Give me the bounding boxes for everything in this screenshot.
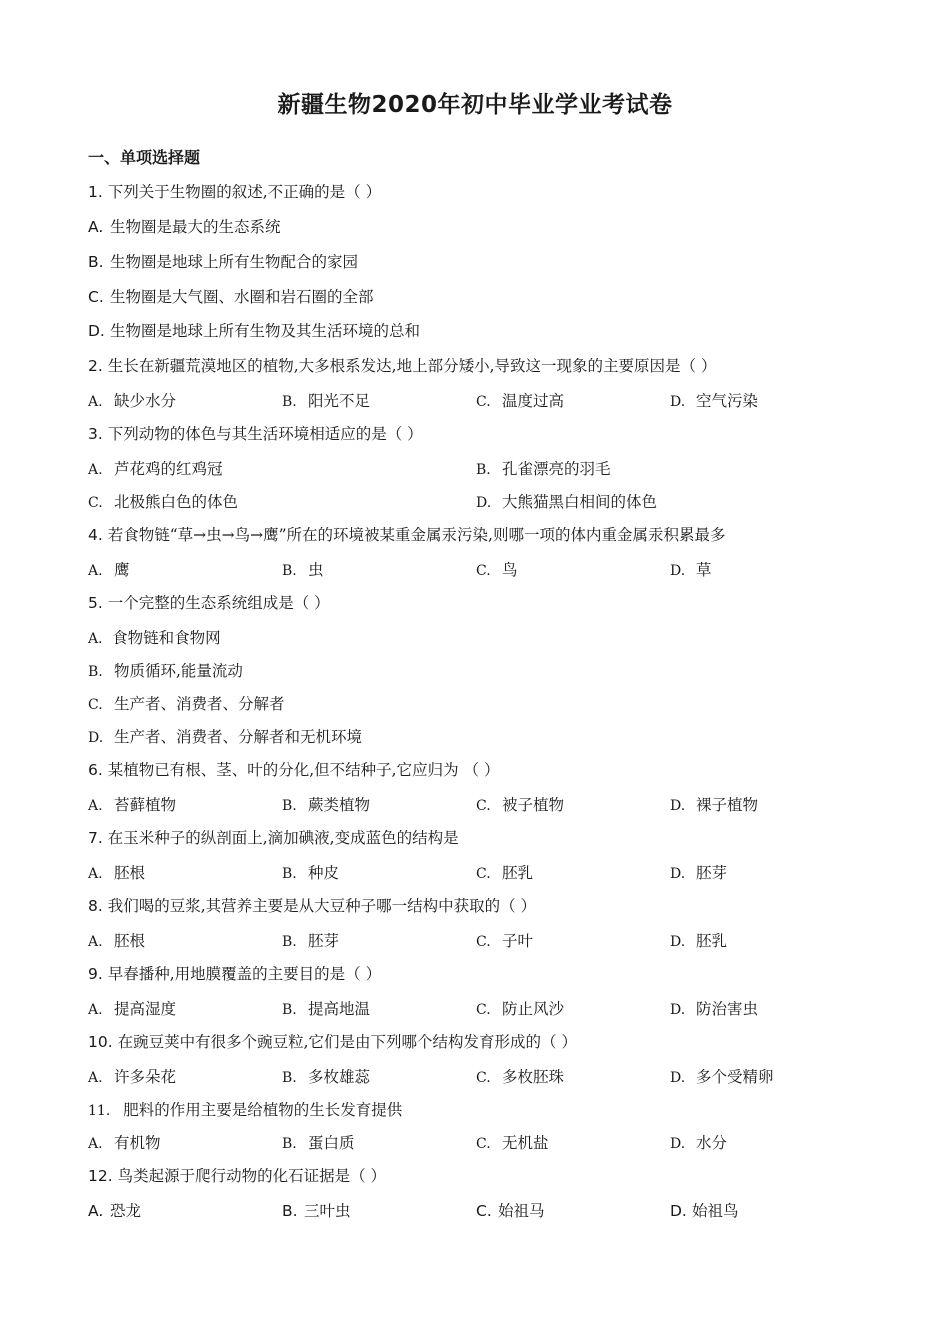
question-2-stem bbox=[88, 354, 716, 376]
option-11d: D. 水分 bbox=[670, 1134, 728, 1152]
question-number: 12. bbox=[88, 1167, 113, 1185]
question-text: 在玉米种子的纵剖面上,滴加碘液,变成蓝色的结构是 bbox=[107, 829, 459, 847]
question-4-stem bbox=[88, 523, 725, 545]
question-10-stem bbox=[88, 1030, 577, 1052]
question-text: 生长在新疆荒漠地区的植物,大多根系发达,地上部分矮小,导致这一现象的主要原因是（ ） bbox=[107, 357, 717, 375]
question-text: 在豌豆荚中有很多个豌豆粒,它们是由下列哪个结构发育形成的（ ） bbox=[117, 1033, 577, 1051]
question-text: 下列动物的体色与其生活环境相适应的是（ ） bbox=[107, 425, 423, 443]
question-text: 我们喝的豆浆,其营养主要是从大豆种子哪一结构中获取的（ ） bbox=[107, 897, 537, 915]
question-text: 若食物链“草→虫→鸟→鹰”所在的环境被某重金属汞污染,则哪一项的体内重金属汞积累最多 bbox=[107, 526, 726, 544]
option-7a: A. 胚根 bbox=[88, 864, 146, 882]
question-12-stem bbox=[88, 1164, 386, 1186]
option-3b: B. 孔雀漂亮的羽毛 bbox=[476, 460, 611, 478]
option-10b: B. 多枚雄蕊 bbox=[282, 1068, 371, 1086]
option-9b: B. 提高地温 bbox=[282, 1000, 371, 1018]
option-1b: B. 生物圈是地球上所有生物配合的家园 bbox=[88, 253, 359, 271]
option-11b: B. 蛋白质 bbox=[282, 1134, 355, 1152]
question-1-stem bbox=[88, 180, 381, 202]
option-10d: D. 多个受精卵 bbox=[670, 1068, 774, 1086]
option-12c: C. 始祖马 bbox=[476, 1202, 545, 1220]
option-4d: D. 草 bbox=[670, 561, 712, 579]
option-1c: C. 生物圈是大气圈、水圈和岩石圈的全部 bbox=[88, 288, 374, 306]
option-6c: C. 被子植物 bbox=[476, 796, 565, 814]
option-8c: C. 子叶 bbox=[476, 932, 534, 950]
question-text: 肥料的作用主要是给植物的生长发育提供 bbox=[123, 1101, 403, 1119]
option-3c: C. 北极熊白色的体色 bbox=[88, 493, 239, 511]
option-3a: A. 芦花鸡的红鸡冠 bbox=[88, 460, 223, 478]
option-2c: C. 温度过高 bbox=[476, 392, 565, 410]
question-number: 9. bbox=[88, 965, 103, 983]
question-5-stem bbox=[88, 591, 330, 613]
option-7d: D. 胚芽 bbox=[670, 864, 728, 882]
option-10c: C. 多枚胚珠 bbox=[476, 1068, 565, 1086]
question-11-stem bbox=[88, 1098, 402, 1120]
option-12a: A. 恐龙 bbox=[88, 1202, 142, 1220]
question-text: 鸟类起源于爬行动物的化石证据是（ ） bbox=[117, 1167, 387, 1185]
question-number: 10. bbox=[88, 1033, 113, 1051]
question-8-stem bbox=[88, 894, 536, 916]
question-9-stem bbox=[88, 962, 381, 984]
question-number: 8. bbox=[88, 897, 103, 915]
question-number: 1. bbox=[88, 183, 103, 201]
option-4c: C. 鸟 bbox=[476, 561, 518, 579]
option-11a: A. 有机物 bbox=[88, 1134, 161, 1152]
question-text: 一个完整的生态系统组成是（ ） bbox=[107, 594, 330, 612]
question-text: 某植物已有根、茎、叶的分化,但不结种子,它应归为 （ ） bbox=[107, 761, 500, 779]
option-2d: D. 空气污染 bbox=[670, 392, 759, 410]
question-number: 5. bbox=[88, 594, 103, 612]
option-2a: A. 缺少水分 bbox=[88, 392, 177, 410]
question-number: 4. bbox=[88, 526, 103, 544]
question-7-stem bbox=[88, 826, 459, 848]
option-9c: C. 防止风沙 bbox=[476, 1000, 565, 1018]
question-number: 2. bbox=[88, 357, 103, 375]
option-5a: A．食物链和食物网 bbox=[88, 629, 221, 647]
option-9d: D. 防治害虫 bbox=[670, 1000, 759, 1018]
option-5c: C. 生产者、消费者、分解者 bbox=[88, 695, 285, 713]
question-number: 6. bbox=[88, 761, 103, 779]
option-3d: D. 大熊猫黑白相间的体色 bbox=[476, 493, 658, 511]
option-4a: A. 鹰 bbox=[88, 561, 130, 579]
question-number: 11. bbox=[88, 1103, 111, 1119]
option-4b: B. 虫 bbox=[282, 561, 324, 579]
option-11c: C. 无机盐 bbox=[476, 1134, 549, 1152]
option-1d: D. 生物圈是地球上所有生物及其生活环境的总和 bbox=[88, 322, 421, 340]
question-text: 早春播种,用地膜覆盖的主要目的是（ ） bbox=[107, 965, 382, 983]
option-7b: B. 种皮 bbox=[282, 864, 340, 882]
option-6b: B. 蕨类植物 bbox=[282, 796, 371, 814]
option-5d: D. 生产者、消费者、分解者和无机环境 bbox=[88, 728, 363, 746]
option-12d: D. 始祖鸟 bbox=[670, 1202, 739, 1220]
option-5b: B. 物质循环,能量流动 bbox=[88, 662, 243, 680]
question-number: 3. bbox=[88, 425, 103, 443]
section-heading: 一、单项选择题 bbox=[88, 148, 201, 167]
option-1a: A. 生物圈是最大的生态系统 bbox=[88, 218, 281, 236]
option-8a: A. 胚根 bbox=[88, 932, 146, 950]
option-2b: B. 阳光不足 bbox=[282, 392, 371, 410]
option-8b: B. 胚芽 bbox=[282, 932, 340, 950]
option-6d: D. 裸子植物 bbox=[670, 796, 759, 814]
question-3-stem bbox=[88, 422, 423, 444]
question-6-stem bbox=[88, 758, 499, 780]
question-text: 下列关于生物圈的叙述,不正确的是（ ） bbox=[107, 183, 382, 201]
option-6a: A. 苔藓植物 bbox=[88, 796, 177, 814]
option-9a: A. 提高湿度 bbox=[88, 1000, 177, 1018]
option-7c: C. 胚乳 bbox=[476, 864, 534, 882]
page-title: 新疆生物2020年初中毕业学业考试卷 bbox=[277, 92, 673, 118]
option-10a: A. 许多朵花 bbox=[88, 1068, 177, 1086]
option-12b: B. 三叶虫 bbox=[282, 1202, 351, 1220]
option-8d: D. 胚乳 bbox=[670, 932, 728, 950]
question-number: 7. bbox=[88, 829, 103, 847]
